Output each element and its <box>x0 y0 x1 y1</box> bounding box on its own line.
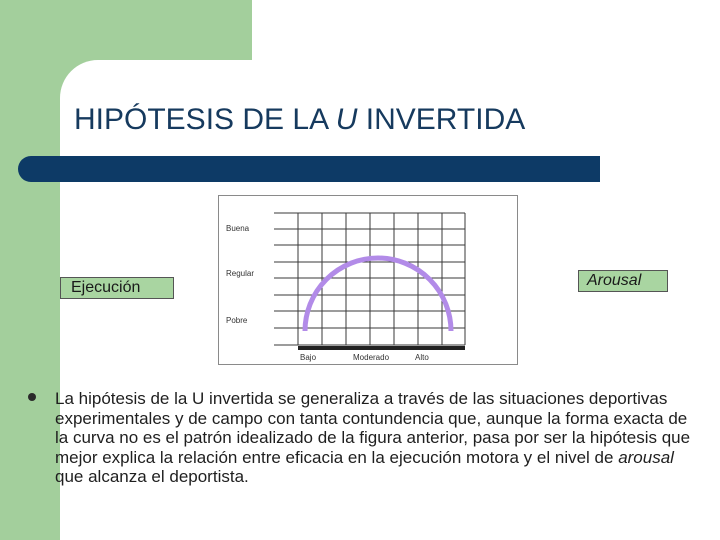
x-label-alto: Alto <box>415 353 429 362</box>
title-part-1: HIPÓTESIS DE LA <box>74 103 336 136</box>
body-text-part-1: La hipótesis de la U invertida se generaliza a través de las situaciones deportivas experimentales y de campo con tanta contundencia que, aunque la forma exacta de la curva no es el patrón idealizado de la figura anterior, pasa por ser la hipótesis que mejor explica la relación entre eficacia en la ejecución motora y el nivel de <box>55 389 691 467</box>
ejecucion-label: Ejecución <box>60 277 174 299</box>
title-part-2: INVERTIDA <box>357 103 526 136</box>
body-paragraph <box>55 389 695 487</box>
y-label-buena: Buena <box>226 224 250 233</box>
body-text-italic-arousal: arousal <box>618 447 674 467</box>
body-text-part-2: que alcanza el deportista. <box>55 467 249 486</box>
arousal-label: Arousal <box>578 270 668 292</box>
diagram-grid <box>274 213 465 345</box>
y-label-pobre: Pobre <box>226 316 248 325</box>
title-italic-u: U <box>335 103 358 136</box>
y-label-regular: Regular <box>226 269 255 278</box>
x-label-moderado: Moderado <box>353 353 390 362</box>
bullet-icon <box>28 393 36 401</box>
x-label-bajo: Bajo <box>300 353 317 362</box>
